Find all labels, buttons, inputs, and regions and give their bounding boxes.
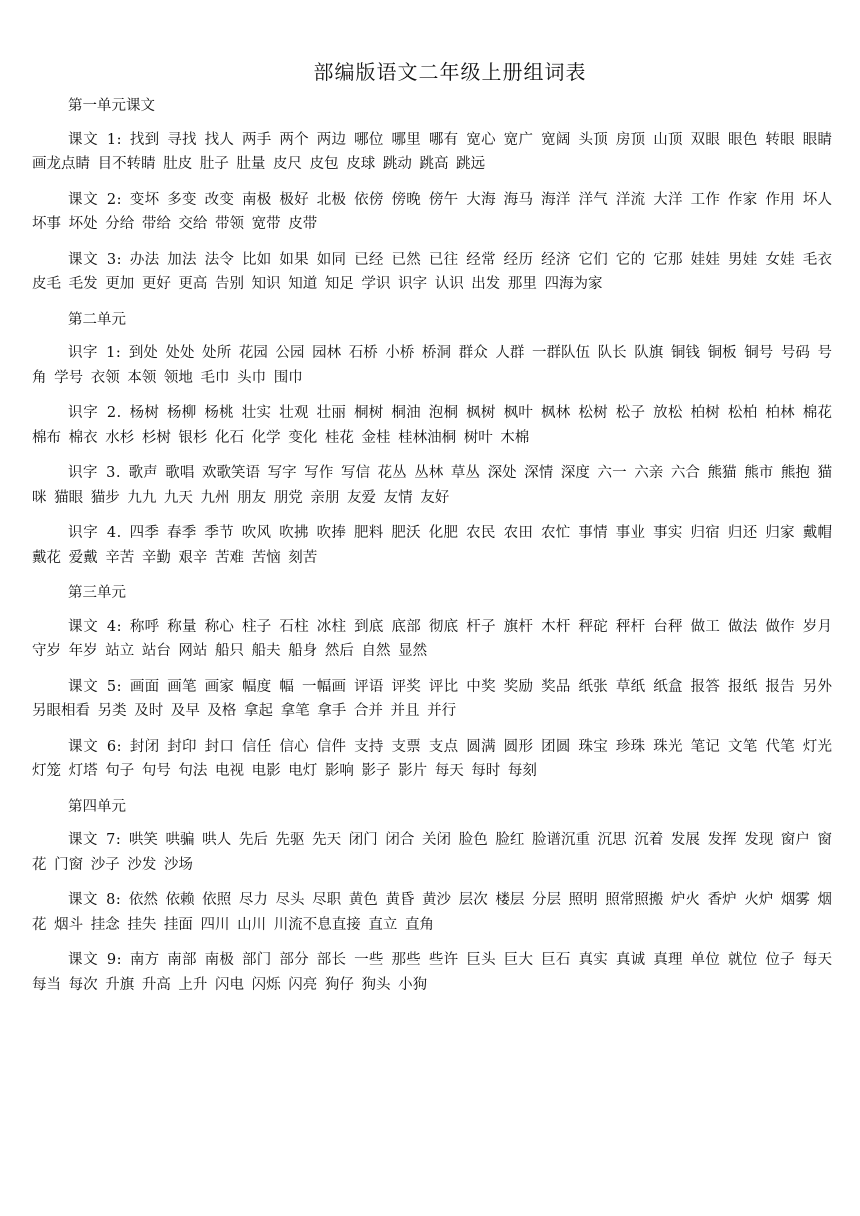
lesson-words: 依然 依赖 依照 尽力 尽头 尽职 黄色 黄昏 黄沙 层次 楼层 分层 照明 照常照搬 炉火 香炉 火炉 烟雾 烟花 烟斗 挂念 挂失 挂面 四川 山川 川流不息直接 直立 直角 xyxy=(32,892,832,933)
lesson-label: 课文 8: xyxy=(68,892,122,908)
unit-1-heading: 第一单元课文 xyxy=(68,98,155,114)
lesson-label: 课文 2: xyxy=(68,191,122,208)
lesson-label: 课文 6: xyxy=(68,738,122,755)
lesson-paragraph xyxy=(32,828,832,877)
document-body xyxy=(32,94,832,1008)
lesson-label: 识字 1: xyxy=(68,345,122,361)
lesson-paragraph xyxy=(32,128,832,177)
lesson-label: 课文 1: xyxy=(68,131,122,148)
lesson-words: 到处 处处 处所 花园 公园 园林 石桥 小桥 桥洞 群众 人群 一群队伍 队长 队旗 铜钱 铜板 铜号 号码 号角 学号 衣领 本领 领地 毛巾 头巾 围巾 xyxy=(32,345,832,386)
lesson-words: 变坏 多变 改变 南极 极好 北极 依傍 傍晚 傍午 大海 海马 海洋 洋气 洋流 大洋 工作 作家 作用 坏人 坏事 坏处 分给 带给 交给 带领 宽带 皮带 xyxy=(32,191,832,232)
lesson-paragraph xyxy=(32,341,832,390)
lesson-words: 找到 寻找 找人 两手 两个 两边 哪位 哪里 哪有 宽心 宽广 宽阔 头顶 房顶 山顶 双眼 眼色 转眼 眼睛 画龙点睛 目不转睛 肚皮 肚子 肚量 皮尺 皮包 皮球 跳动 跳高 跳远 xyxy=(32,131,832,172)
lesson-paragraph xyxy=(32,888,832,937)
unit-2-heading: 第二单元 xyxy=(68,311,126,328)
lesson-words: 歌声 歌唱 欢歌笑语 写字 写作 写信 花丛 丛林 草丛 深处 深情 深度 六一 六亲 六合 熊猫 熊市 熊抱 猫咪 猫眼 猫步 九九 九天 九州 朋友 朋党 亲朋 友爱 友情 友好 xyxy=(32,465,833,506)
lesson-words: 杨树 杨柳 杨桃 壮实 壮观 壮丽 桐树 桐油 泡桐 枫树 枫叶 枫林 松树 松子 放松 柏树 松柏 柏林 棉花 棉布 棉衣 水杉 杉树 银杉 化石 化学 变化 桂花 金桂 桂林油桐 树叶 木棉 xyxy=(32,405,832,446)
lesson-words: 画面 画笔 画家 幅度 幅 一幅画 评语 评奖 评比 中奖 奖励 奖品 纸张 草纸 纸盒 报答 报纸 报告 另外 另眼相看 另类 及时 及早 及格 拿起 拿笔 拿手 合并 并且 并行 xyxy=(32,678,832,719)
lesson-paragraph xyxy=(32,735,832,784)
lesson-paragraph xyxy=(32,461,832,510)
unit-4-heading: 第四单元 xyxy=(68,798,126,815)
lesson-label: 课文 4: xyxy=(68,618,122,635)
lesson-label: 课文 5: xyxy=(68,678,122,695)
lesson-label: 识字 3. xyxy=(68,465,121,481)
lesson-label: 课文 3: xyxy=(68,251,122,268)
lesson-paragraph xyxy=(32,675,832,724)
lesson-words: 南方 南部 南极 部门 部分 部长 一些 那些 些许 巨头 巨大 巨石 真实 真诚 真理 单位 就位 位子 每天 每当 每次 升旗 升高 上升 闪电 闪烁 闪亮 狗仔 狗头 小狗 xyxy=(32,952,832,993)
lesson-words: 办法 加法 法令 比如 如果 如同 已经 已然 已往 经常 经历 经济 它们 它的 它那 娃娃 男娃 女娃 毛衣 皮毛 毛发 更加 更好 更高 告别 知识 知道 知足 学识 识字 认识 出发 那里 四海为家 xyxy=(32,251,832,292)
unit-3-heading: 第三单元 xyxy=(68,585,126,601)
lesson-label: 识字 2. xyxy=(68,405,122,421)
lesson-paragraph xyxy=(32,188,832,237)
lesson-paragraph xyxy=(32,401,832,450)
lesson-paragraph xyxy=(32,248,832,297)
lesson-words: 四季 春季 季节 吹风 吹拂 吹捧 肥料 肥沃 化肥 农民 农田 农忙 事情 事业 事实 归宿 归还 归家 戴帽 戴花 爱戴 辛苦 辛勤 艰辛 苦难 苦恼 刻苦 xyxy=(32,525,832,566)
lesson-words: 封闭 封印 封口 信任 信心 信件 支持 支票 支点 圆满 圆形 团圆 珠宝 珍珠 珠光 笔记 文笔 代笔 灯光 灯笼 灯塔 句子 句号 句法 电视 电影 电灯 影响 影子 影片 每天 每时 每刻 xyxy=(32,738,832,779)
lesson-label: 课文 9: xyxy=(68,952,122,968)
lesson-paragraph xyxy=(32,948,832,997)
lesson-paragraph xyxy=(32,615,832,664)
page-title: 部编版语文二年级上册组词表 xyxy=(313,60,587,84)
lesson-words: 称呼 称量 称心 柱子 石柱 冰柱 到底 底部 彻底 杆子 旗杆 木杆 秤砣 秤杆 台秤 做工 做法 做作 岁月 守岁 年岁 站立 站台 网站 船只 船夫 船身 然后 自然 显然 xyxy=(32,618,832,659)
lesson-label: 识字 4. xyxy=(68,525,122,541)
lesson-label: 课文 7: xyxy=(68,832,122,848)
lesson-paragraph xyxy=(32,521,832,570)
lesson-words: 哄笑 哄骗 哄人 先后 先驱 先天 闭门 闭合 关闭 脸色 脸红 脸谱沉重 沉思 沉着 发展 发挥 发现 窗户 窗花 门窗 沙子 沙发 沙场 xyxy=(32,832,832,873)
